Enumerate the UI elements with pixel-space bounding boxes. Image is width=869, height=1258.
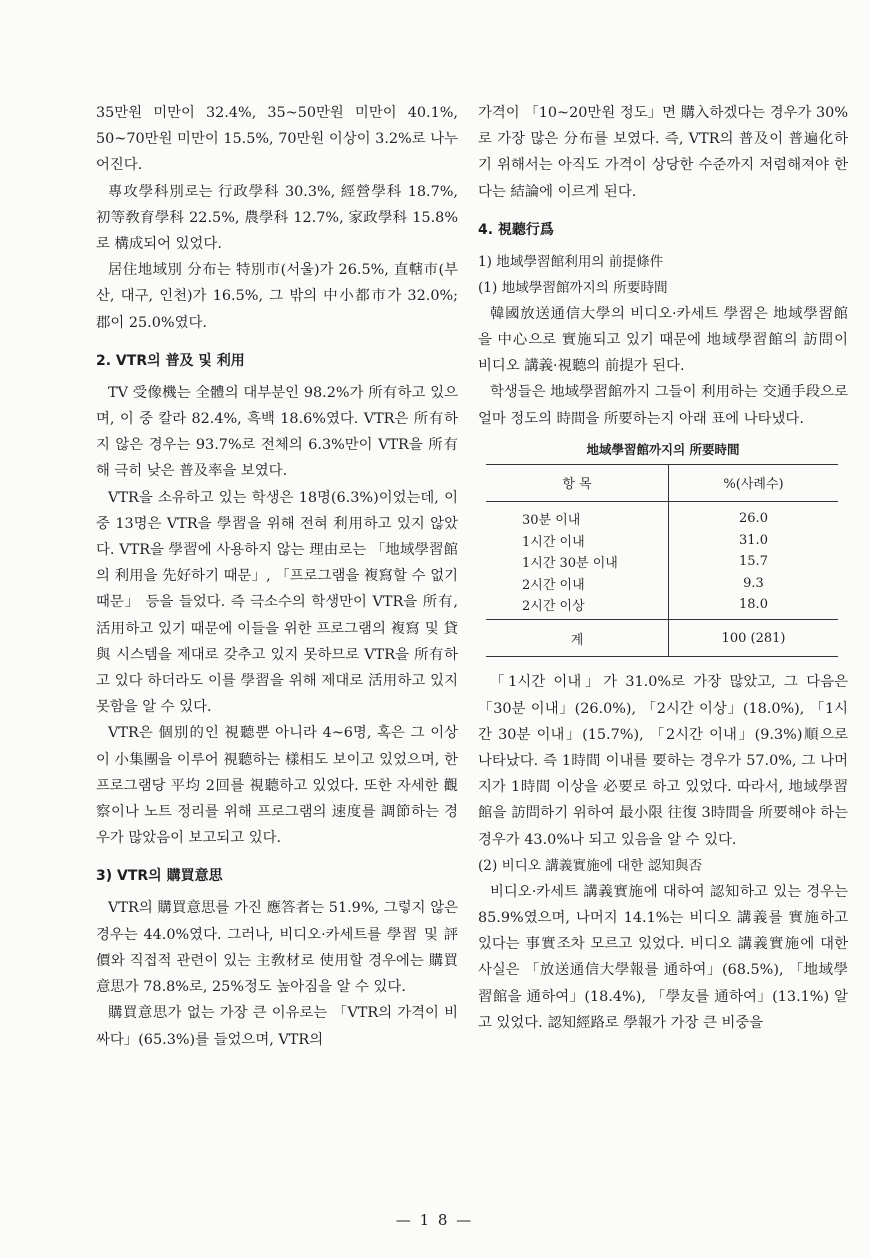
table-cell-item: 2시간 이상	[486, 594, 669, 620]
table-cell-value: 18.0	[739, 597, 768, 613]
paragraph: 購買意思가 없는 가장 큰 이유로는 「VTR의 가격이 비싸다」(65.3%)를 들었으며, VTR의	[96, 1005, 458, 1048]
table-title: 地域學習館까지의 所要時間	[586, 441, 740, 457]
paragraph: 비디오·카세트 講義實施에 대하여 認知하고 있는 경우는 85.9%였으며, 나머지 14.1%는 비디오 講義를 實施하고 있다는 事實조차 모르고 있었다. 비디오 講義實施에 대한 사실은 「放送通信大學報를 通하여」(68.5%), 「地域學習館을 通하여」(18.4%), 「學友를 通하여」(13.1%) 알고 있었다. 認知經路로 學報가 가장 큰 비중을	[478, 883, 848, 1031]
table-header-percent: %(사례수)	[669, 464, 839, 501]
subsection-heading: (1) 地域學習館까지의 所要時間	[478, 279, 668, 296]
table-cell-total-label: 계	[486, 620, 669, 657]
table-cell-value: 9.3	[743, 575, 764, 591]
paragraph: 居住地域別 分布는 特別市(서울)가 26.5%, 直轄市(부산, 대구, 인천)가 16.5%, 그 밖의 中小都市가 32.0%; 郡이 25.0%였다.	[96, 262, 458, 331]
table-cell-item: 1시간 30분 이내	[486, 551, 669, 573]
right-column	[478, 100, 848, 1036]
paragraph: VTR은 個別的인 視聽뿐 아니라 4~6명, 혹은 그 이상이 小集團을 이루어 視聽하는 樣相도 보이고 있었으며, 한 프로그램당 平均 2回를 視聽하고 있었다. 또한 자세한 觀察이나 노트 정리를 위해 프로그램의 速度를 調節하는 경우가 많았음이 보고되고 있다.	[96, 725, 458, 847]
table-cell-item: 2시간 이내	[486, 572, 669, 594]
section-heading: 2. VTR의 普及 및 利用	[96, 352, 245, 369]
table-cell-item: 30분 이내	[486, 501, 669, 529]
table-cell-value: 26.0	[739, 511, 768, 527]
paragraph: 가격이 「10~20만원 정도」면 購入하겠다는 경우가 30%로 가장 많은 分布를 보였다. 즉, VTR의 普及이 普遍化하기 위해서는 아직도 가격이 상당한 수준까지 저렴해져야 한다는 結論에 이르게 된다.	[478, 105, 848, 200]
table-total-row	[486, 620, 838, 657]
section-heading: 3) VTR의 購買意思	[96, 868, 223, 885]
paragraph: 專攻學科別로는 行政學科 30.3%, 經營學科 18.7%, 初等敎育學科 22.5%, 農學科 12.7%, 家政學科 15.8%로 構成되어 있었다.	[96, 183, 458, 253]
left-column	[96, 100, 458, 1053]
paragraph: TV 受像機는 全體의 대부분인 98.2%가 所有하고 있으며, 이 중 칼라 82.4%, 흑백 18.6%였다. VTR은 所有하지 않은 경우는 93.7%로 전체의 6.3%만이 VTR을 所有해 극히 낮은 普及率을 보였다.	[96, 384, 458, 480]
table-cell-total-value: 100 (281)	[669, 620, 839, 657]
table-cell-value: 15.7	[739, 554, 768, 570]
table-row	[486, 501, 838, 529]
paragraph: 35만원 미만이 32.4%, 35~50만원 미만이 40.1%, 50~70만원 미만이 15.5%, 70만원 이상이 3.2%로 나누어진다.	[96, 105, 459, 174]
paragraph: 韓國放送通信大學의 비디오·카세트 學習은 地域學習館을 中心으로 實施되고 있기 때문에 地域學習館의 訪問이 비디오 講義·視聽의 前提가 된다.	[478, 305, 848, 375]
paragraph: 학생들은 地域學習館까지 그들이 利用하는 交通手段으로 얼마 정도의 時間을 所要하는지 아래 표에 나타냈다.	[478, 384, 848, 427]
table-row	[486, 572, 838, 594]
subsection-heading: 1) 地域學習館利用의 前提條件	[478, 253, 664, 270]
table-row	[486, 594, 838, 620]
table-cell-item: 1시간 이내	[486, 529, 669, 551]
paragraph: VTR의 購買意思를 가진 應答者는 51.9%, 그렇지 않은 경우는 44.0%였다. 그러나, 비디오·카세트를 學習 및 評價와 직접적 관련이 있는 主敎材로 使用할 경우에는 購買意思가 78.8%로, 25%정도 높아짐을 알 수 있다.	[96, 900, 458, 996]
table-cell-value: 31.0	[739, 532, 768, 548]
travel-time-table	[486, 464, 838, 658]
page-number: — 1 8 —	[395, 1211, 474, 1229]
section-heading: 4. 視聽行爲	[478, 221, 554, 238]
subsection-heading: (2) 비디오 講義實施에 대한 認知與否	[478, 857, 703, 874]
paragraph: 「1시간 이내」가 31.0%로 가장 많았고, 그 다음은 「30분 이내」(26.0%), 「2시간 이상」(18.0%), 「1시간 30분 이내」(15.7%), 「2시간 이내」(9.3%)順으로 나타났다. 즉 1時間 이내를 要하는 경우가 57.0%, 그 나머지가 1時間 이상을 必要로 하고 있었다. 따라서, 地域學習館을 訪問하기 위하여 最小限 往復 3時間을 所要해야 하는 경우가 43.0%나 되고 있음을 알 수 있다.	[478, 674, 848, 848]
table-row	[486, 529, 838, 551]
table-row	[486, 551, 838, 573]
table-header-item: 항 목	[486, 464, 669, 501]
paragraph: VTR을 소유하고 있는 학생은 18명(6.3%)이었는데, 이 중 13명은 VTR을 學習을 위해 전혀 利用하고 있지 않았다. VTR을 學習에 사용하지 않는 理由로는 「地域學習館의 利用을 先好하기 때문」, 「프로그램을 複寫할 수 없기 때문」 등을 들었다. 즉 극소수의 학생만이 VTR을 所有, 活用하고 있기 때문에 이들을 위한 프로그램의 複寫 및 貸與 시스템을 제대로 갖추고 있지 못하므로 VTR을 所有하고 있다 하더라도 이를 學習을 위해 제대로 活用하고 있지 못함을 알 수 있다.	[96, 489, 458, 716]
